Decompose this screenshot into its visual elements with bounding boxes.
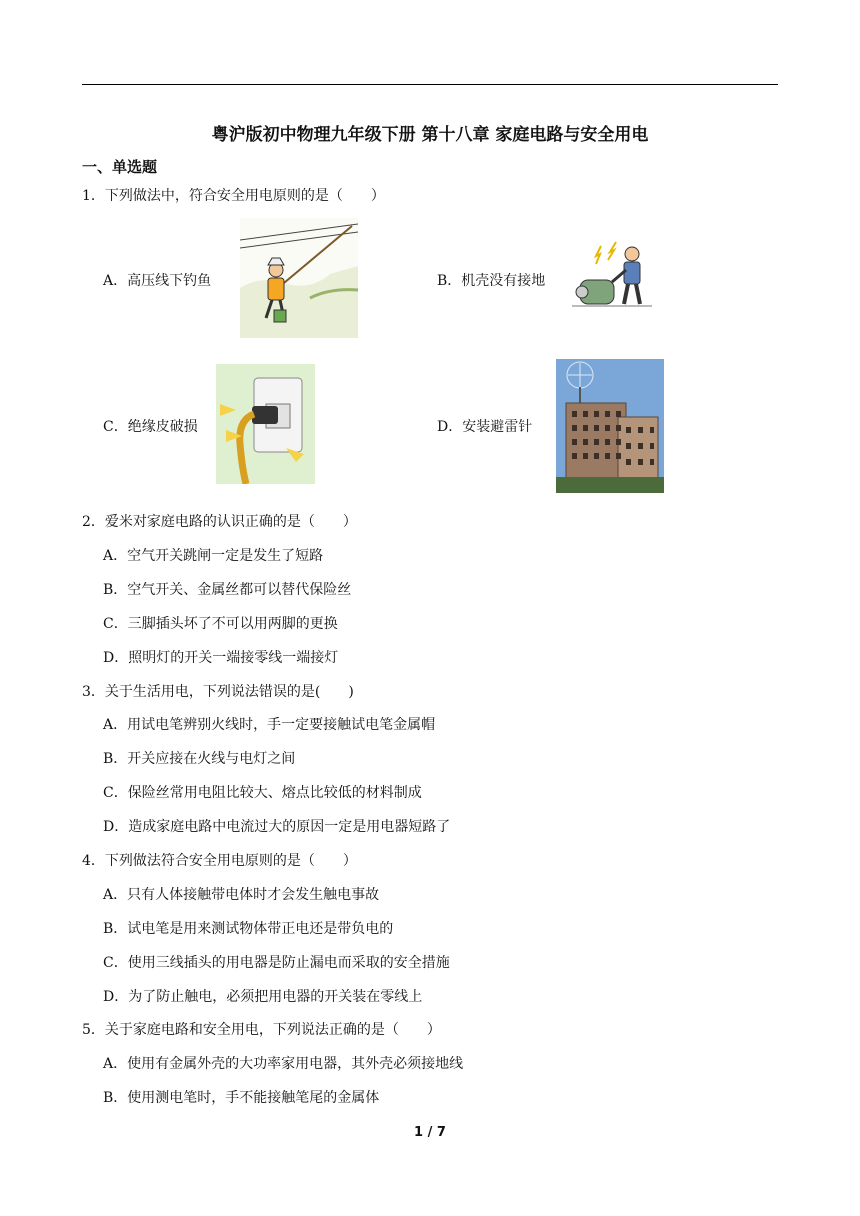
fishing-under-powerline-illustration bbox=[240, 218, 358, 338]
q4-option-d: D．为了防止触电，必须把用电器的开关装在零线上 bbox=[103, 989, 423, 1005]
q2-option-c: C．三脚插头坏了不可以用两脚的更换 bbox=[103, 616, 338, 632]
question-4-stem: 4．下列做法符合安全用电原则的是（ ） bbox=[82, 853, 357, 869]
q3-option-c: C．保险丝常用电阻比较大、熔点比较低的材料制成 bbox=[103, 785, 422, 801]
q3-option-a: A．用试电笔辨别火线时，手一定要接触试电笔金属帽 bbox=[103, 717, 436, 733]
q3-option-d: D．造成家庭电路中电流过大的原因一定是用电器短路了 bbox=[103, 819, 451, 835]
q4-option-b: B．试电笔是用来测试物体带正电还是带负电的 bbox=[103, 921, 394, 937]
q1-option-a: A．高压线下钓鱼 bbox=[103, 273, 212, 289]
q4-option-a: A．只有人体接触带电体时才会发生触电事故 bbox=[103, 887, 380, 903]
q2-option-d: D．照明灯的开关一端接零线一端接灯 bbox=[103, 650, 339, 666]
building-lightning-rod-illustration bbox=[556, 359, 664, 493]
header-rule bbox=[82, 84, 778, 85]
question-5-stem: 5．关于家庭电路和安全用电，下列说法正确的是（ ） bbox=[82, 1022, 441, 1038]
question-3-stem: 3．关于生活用电，下列说法错误的是( ) bbox=[82, 684, 354, 700]
ungrounded-machine-shock-illustration bbox=[568, 240, 656, 312]
q2-option-b: B．空气开关、金属丝都可以替代保险丝 bbox=[103, 582, 352, 598]
q4-option-c: C．使用三线插头的用电器是防止漏电而采取的安全措施 bbox=[103, 955, 450, 971]
q1-option-d: D．安装避雷针 bbox=[437, 419, 533, 435]
damaged-plug-insulation-illustration bbox=[216, 364, 315, 484]
q5-option-a: A．使用有金属外壳的大功率家用电器，其外壳必须接地线 bbox=[103, 1056, 464, 1072]
q1-option-b: B．机壳没有接地 bbox=[437, 273, 546, 289]
question-2-stem: 2．爱米对家庭电路的认识正确的是（ ） bbox=[82, 514, 357, 530]
question-1-stem: 1．下列做法中，符合安全用电原则的是（ ） bbox=[82, 188, 385, 204]
q1-option-c: C．绝缘皮破损 bbox=[103, 419, 198, 435]
q2-option-a: A．空气开关跳闸一定是发生了短路 bbox=[103, 548, 324, 564]
q3-option-b: B．开关应接在火线与电灯之间 bbox=[103, 751, 296, 767]
section-heading: 一、单选题 bbox=[82, 158, 158, 176]
q5-option-b: B．使用测电笔时，手不能接触笔尾的金属体 bbox=[103, 1090, 380, 1106]
page-number: 1 / 7 bbox=[414, 1125, 446, 1140]
document-title: 粤沪版初中物理九年级下册 第十八章 家庭电路与安全用电 bbox=[211, 125, 649, 145]
